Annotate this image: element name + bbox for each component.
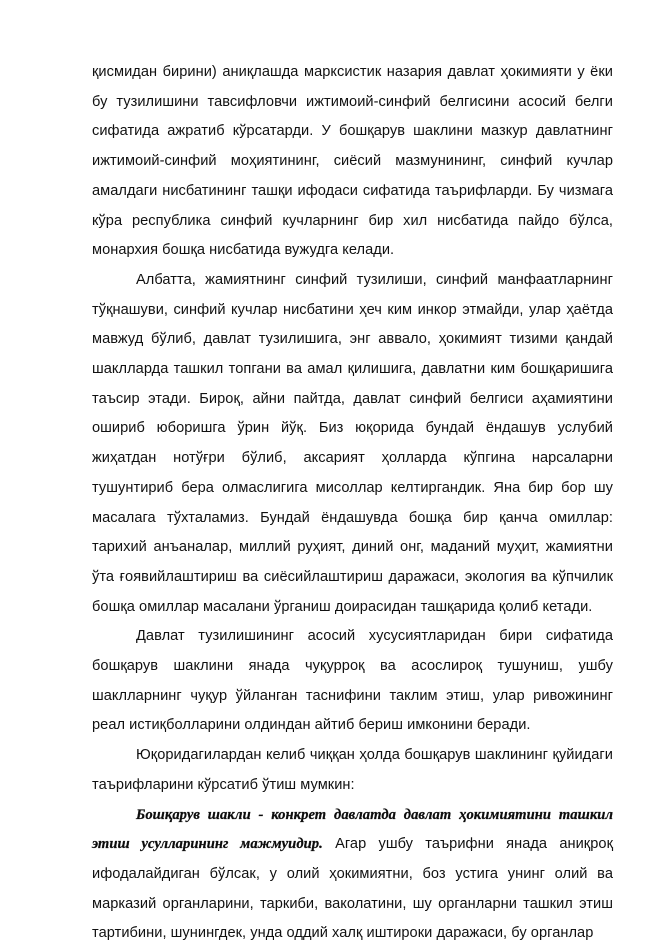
paragraph-3: Давлат тузилишининг асосий хусусиятларидан бири сифатида бошқарув шаклини янада чуқурроқ ва асослироқ тушуниш, ушбу шаклларнинг чуқур ўйланган таснифини таклим этиш, улар ривожининг реал истиқболларини олдиндан айтиб бериш имконини беради. — [92, 628, 613, 734]
paragraph-2: Албатта, жамиятнинг синфий тузилиши, синфий манфаатларнинг тўқнашуви, синфий кучлар нисбатини ҳеч ким инкор этмайди, улар ҳаётда мавжуд бўлиб, давлат тузилишига, энг аввало, ҳокимият тизими қандай шаклларда ташкил топгани ва амал қилишига, давлатни ким бошқаришига таъсир этади. Бироқ, айни пайтда, давлат синфий белгиси аҳамиятини ошириб юборишга ўрин йўқ. Биз юқорида бундай ёндашув услубий жиҳатдан нотўғри бўлиб, аксарият ҳолларда кўпгина нарсаларни тушунтириб бера олмаслигига мисоллар келтиргандик. Яна бир бор шу масалага тўхталамиз. Бундай ёндашувда бошқа бир қанча омиллар: тарихий анъаналар, миллий руҳият, диний онг, маданий муҳит, жамиятни ўта ғоявийлаштириш ва сиёсийлаштириш даражаси, экология ва кўпчилик бошқа омиллар масалани ўрганиш доирасидан ташқарида қолиб кетади. — [92, 271, 613, 615]
document-page — [92, 58, 613, 949]
paragraph-5 — [92, 801, 613, 949]
definition-emphasis: Бошқарув шакли - конкрет давлатда давлат ҳокимиятини ташкил этиш усулларининг мажмуидир. — [92, 806, 613, 853]
paragraph-1: қисмидан бирини) аниқлашда марксистик назария давлат ҳокимияти у ёки бу тузилишини тавсифловчи ижтимоий-синфий белгисини асосий белги сифатида ажратиб кўрсатарди. У бошқарув шаклини мазкур давлатнинг ижтимоий-синфий моҳиятининг, сиёсий мазмунининг, синфий кучлар амалдаги нисбатининг ташқи ифодаси сифатида таърифларди. Бу чизмага кўра республика синфий кучларнинг бир хил нисбатида пайдо бўлса, монархия бошқа нисбатида вужудга келади. — [92, 64, 613, 259]
paragraph-5-text: Агар ушбу таърифни янада аниқроқ ифодалайдиган бўлсак, у олий ҳокимиятни, боз устига унинг олий ва марказий органларини, таркиби, ваколатини, шу органларни ташкил этиш тартибини, шунингдек, унда оддий халқ иштироки даражаси, бу органлар — [92, 836, 613, 942]
paragraph-4: Юқоридагилардан келиб чиққан ҳолда бошқарув шаклининг қуйидаги таърифларини кўрсатиб ўтиш мумкин: — [92, 747, 613, 793]
